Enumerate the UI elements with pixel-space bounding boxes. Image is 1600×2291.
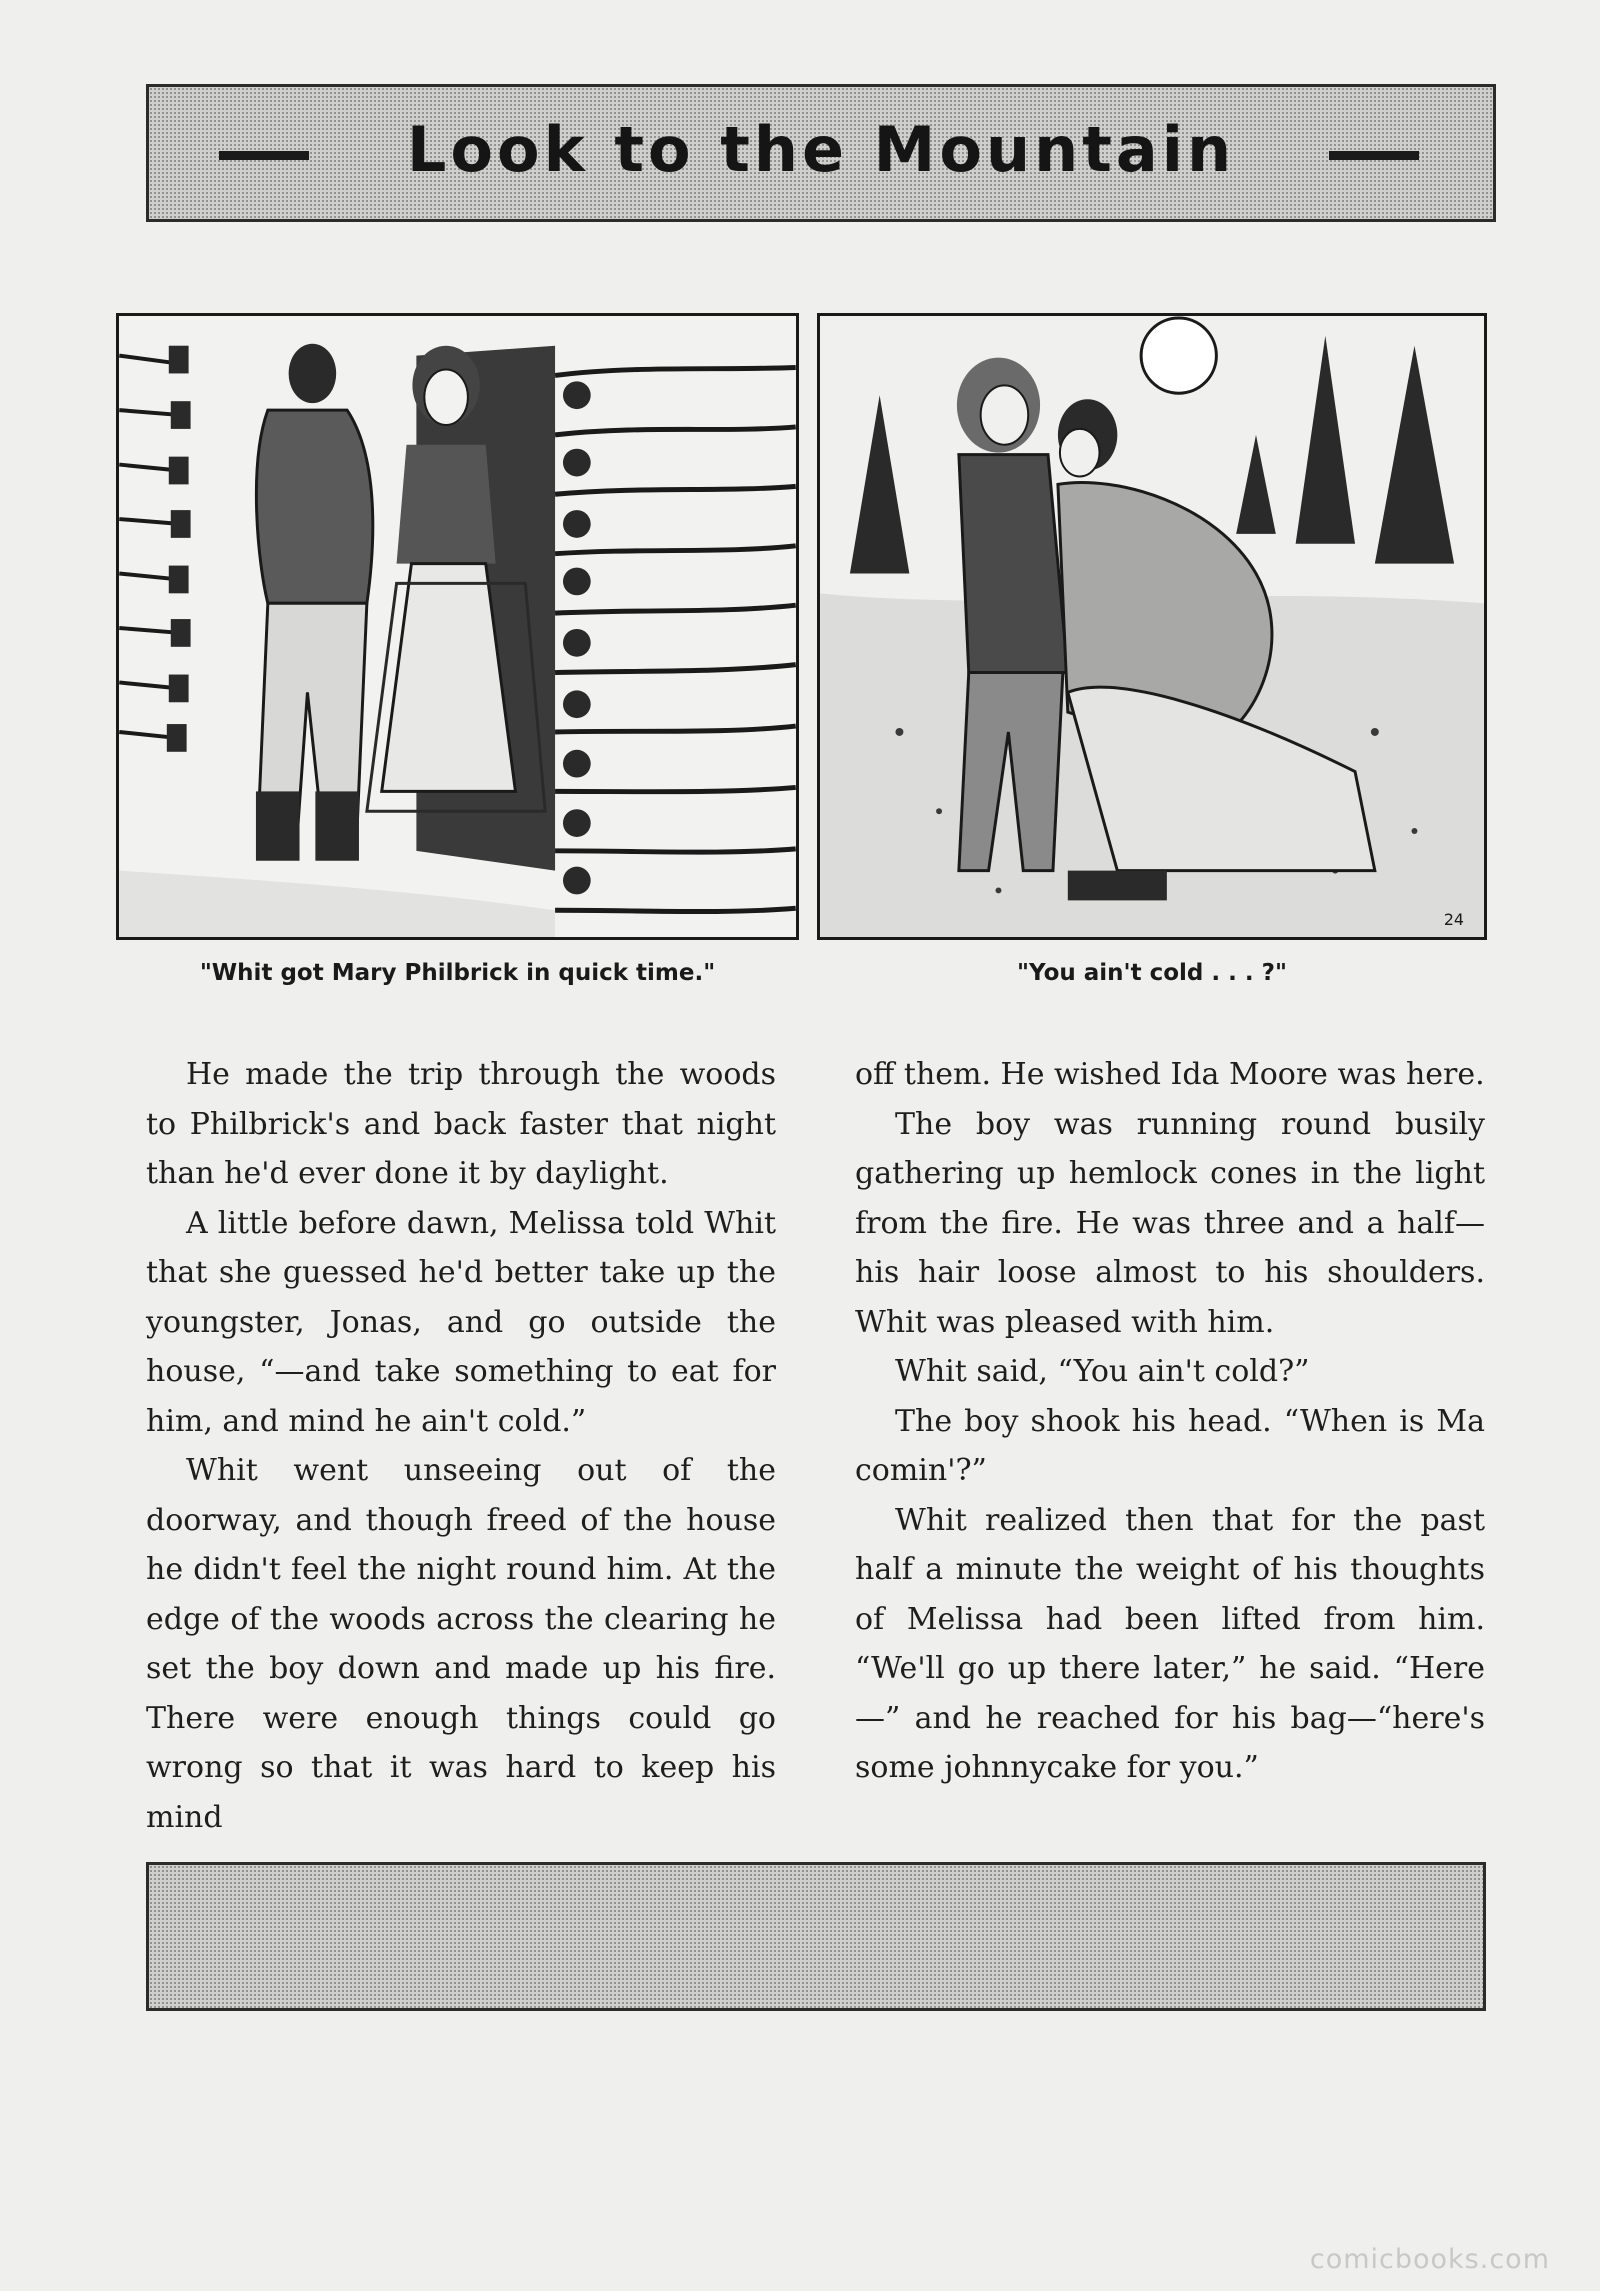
forest-moonlight-illustration — [820, 316, 1484, 937]
paragraph: The boy was running round busily gathering up hemlock cones in the light from the fire. He was three and a half—his hair loose almost to his shoulders. Whit was pleased with him. — [855, 1106, 1485, 1340]
paragraph: Whit said, “You ain't cold?” — [895, 1354, 1310, 1389]
illustration-right — [817, 313, 1487, 940]
paragraph: Whit realized then that for the past half a minute the weight of his thoughts of Melissa had been lifted from him. “We'll go up there later,” he said. “Here—” and he reached for his bag—“here's some johnnycake for you.” — [855, 1502, 1485, 1785]
illustration-left-caption: "Whit got Mary Philbrick in quick time." — [199, 960, 716, 986]
text-column-left — [146, 1050, 776, 1842]
paragraph: The boy shook his head. “When is Ma comin'?” — [855, 1403, 1485, 1488]
page-title: Look to the Mountain — [406, 113, 1236, 186]
title-right-rule — [1329, 151, 1419, 160]
page-mark: 24 — [1443, 910, 1464, 930]
watermark: comicbooks.com — [1309, 2244, 1550, 2275]
paragraph: off them. He wished Ida Moore was here. — [855, 1057, 1485, 1092]
paragraph: Whit went unseeing out of the doorway, and though freed of the house he didn't feel the night round him. At the edge of the woods across the clearing he set the boy down and made up his fire. There were enough things could go wrong so that it was hard to keep his mind — [146, 1453, 776, 1835]
cabin-doorway-illustration — [119, 316, 796, 937]
paragraph: A little before dawn, Melissa told Whit that she guessed he'd better take up the youngster, Jonas, and go outside the house, “—and take something to eat for him, and mind he ain't cold.” — [146, 1205, 776, 1439]
illustration-left — [116, 313, 799, 940]
blank-screened-box — [146, 1862, 1486, 2011]
paragraph: He made the trip through the woods to Philbrick's and back faster that night than he'd ever done it by daylight. — [146, 1057, 776, 1191]
text-column-right — [855, 1050, 1485, 1793]
title-banner — [146, 84, 1496, 222]
illustration-right-caption: "You ain't cold . . . ?" — [1017, 960, 1287, 986]
